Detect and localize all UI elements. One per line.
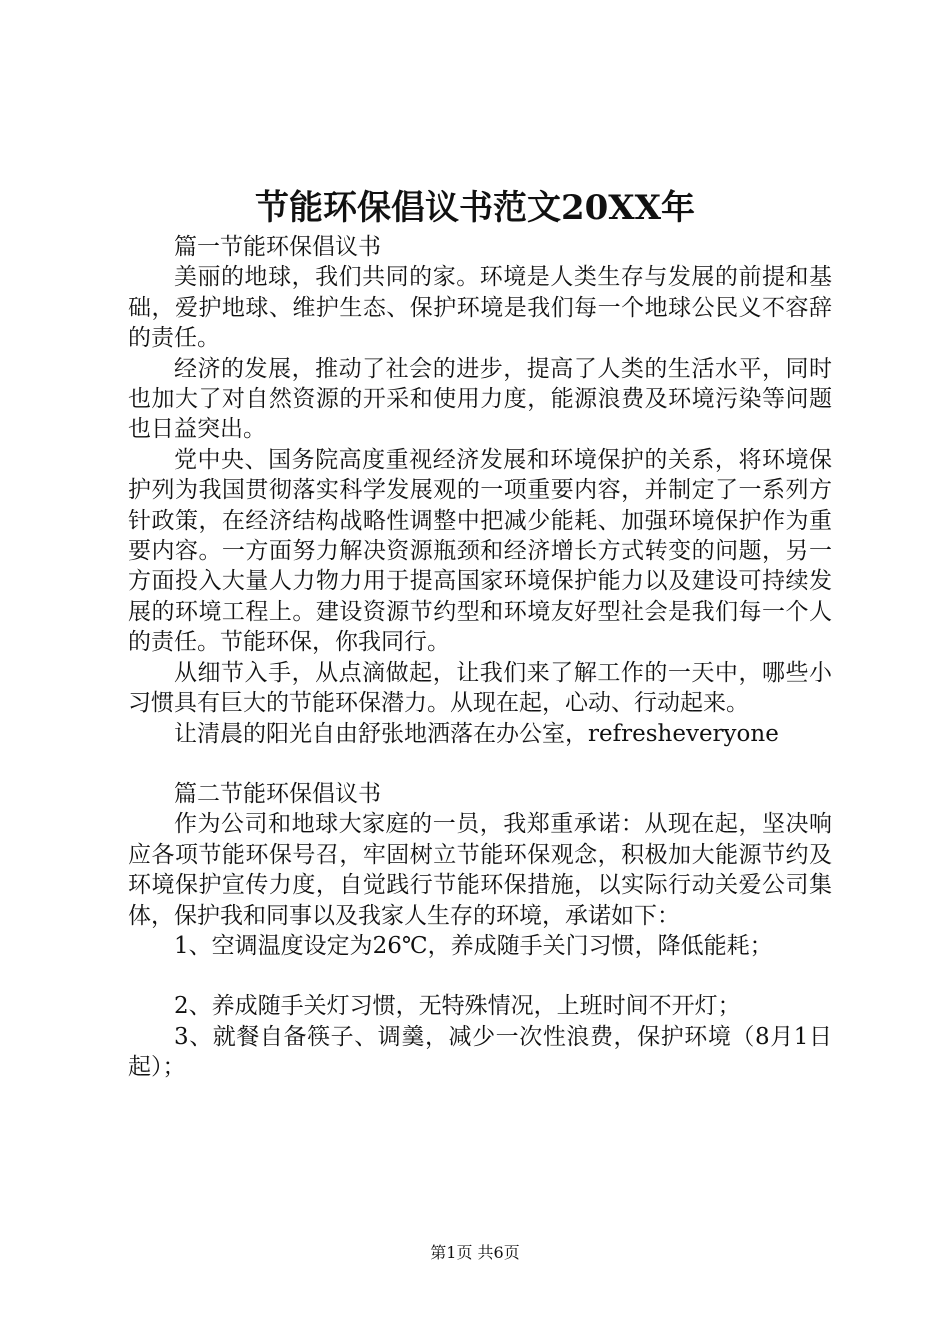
paragraph-6: 作为公司和地球大家庭的一员，我郑重承诺：从现在起，坚决响应各项节能环保号召，牢固树立节能环保观念，积极加大能源节约及环境保护宣传力度，自觉践行节能环保措施，以实际行动关爱公司集体，保护我和同事以及我家人生存的环境，承诺如下： (128, 811, 832, 929)
section-2-heading: 篇二节能环保倡议书 (174, 780, 381, 807)
document-body (128, 232, 832, 1083)
document-title: 节能环保倡议书范文20XX年 (254, 188, 696, 228)
section-1-heading: 篇一节能环保倡议书 (174, 234, 381, 260)
paragraph-1: 美丽的地球，我们共同的家。环境是人类生存与发展的前提和基础，爱护地球、维护生态、保护环境是我们每一个地球公民义不容辞的责任。 (128, 264, 832, 352)
paragraph-3: 党中央、国务院高度重视经济发展和环境保护的关系，将环境保护列为我国贯彻落实科学发展观的一项重要内容，并制定了一系列方针政策，在经济结构战略性调整中把减少能耗、加强环境保护作为重要内容。一方面努力解决资源瓶颈和经济增长方式转变的问题，另一方面投入大量人力物力用于提高国家环境保护能力以及建设可持续发展的环境工程上。建设资源节约型和环境友好型社会是我们每一个人的责任。节能环保，你我同行。 (128, 446, 832, 656)
paragraph-4: 从细节入手，从点滴做起，让我们来了解工作的一天中，哪些小习惯具有巨大的节能环保潜力。从现在起，心动、行动起来。 (128, 659, 832, 717)
page-footer: 第1页 共6页 (430, 1243, 520, 1262)
list-item-2: 2、养成随手关灯习惯，无特殊情况，上班时间不开灯； (174, 993, 741, 1020)
paragraph-2: 经济的发展，推动了社会的进步，提高了人类的生活水平，同时也加大了对自然资源的开采和使用力度，能源浪费及环境污染等问题也日益突出。 (128, 355, 832, 443)
list-item-1: 1、空调温度设定为26℃，养成随手关门习惯，降低能耗； (174, 932, 773, 959)
paragraph-5: 让清晨的阳光自由舒张地洒落在办公室，refresheveryone (174, 720, 779, 747)
list-item-3: 3、就餐自备筷子、调羹，减少一次性浪费，保护环境（8月1日起）； (128, 1023, 832, 1081)
